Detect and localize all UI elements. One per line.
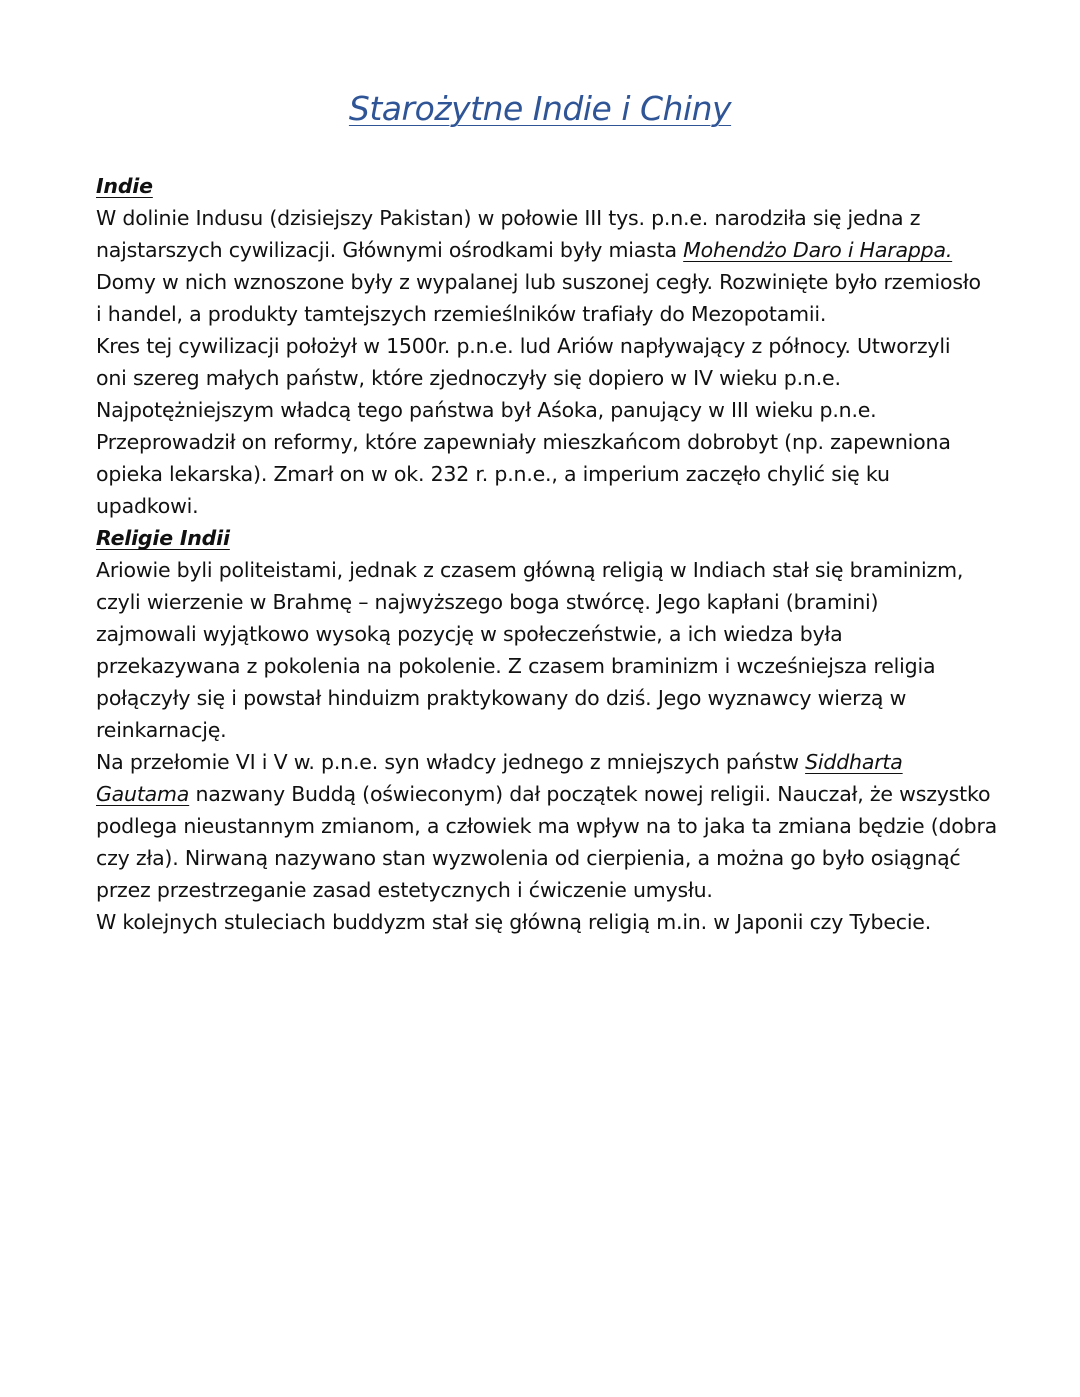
section-heading-religie xyxy=(96,522,1021,554)
paragraph-line: i handel, a produkty tamtejszych rzemieślników trafiały do Mezopotamii. xyxy=(96,302,827,326)
paragraph-line xyxy=(96,778,1021,810)
paragraph-line xyxy=(96,746,1021,778)
heading-religie-text: Religie Indii xyxy=(96,526,230,550)
paragraph-line: przez przestrzeganie zasad estetycznych i ćwiczenie umysłu. xyxy=(96,878,713,902)
text-run: nazwany Buddą (oświeconym) dał początek nowej religii. Nauczał, że wszystko xyxy=(189,782,991,806)
document-title xyxy=(0,86,1080,132)
gautama-underlined-text: Gautama xyxy=(96,782,190,806)
document-body xyxy=(96,170,1021,938)
section-heading-indie xyxy=(96,170,1021,202)
paragraph-line: Kres tej cywilizacji położył w 1500r. p.n.e. lud Ariów napływający z północy. Utworzyli xyxy=(96,334,951,358)
paragraph-line: opieka lekarska). Zmarł on w ok. 232 r. p.n.e., a imperium zaczęło chylić się ku xyxy=(96,462,890,486)
paragraph-line: połączyły się i powstał hinduizm praktykowany do dziś. Jego wyznawcy wierzą w xyxy=(96,686,907,710)
siddharta-underlined-text: Siddharta xyxy=(805,750,903,774)
paragraph-line: przekazywana z pokolenia na pokolenie. Z czasem braminizm i wcześniejsza religia xyxy=(96,654,936,678)
title-text: Starożytne Indie i Chiny xyxy=(348,89,732,128)
paragraph-line: Ariowie byli politeistami, jednak z czasem główną religią w Indiach stał się braminizm, xyxy=(96,558,964,582)
paragraph-line: reinkarnację. xyxy=(96,718,227,742)
paragraph-line: Najpotężniejszym władcą tego państwa był Aśoka, panujący w III wieku p.n.e. xyxy=(96,398,877,422)
paragraph-line: oni szereg małych państw, które zjednoczyły się dopiero w IV wieku p.n.e. xyxy=(96,366,841,390)
paragraph-line: czyli wierzenie w Brahmę – najwyższego boga stwórcę. Jego kapłani (bramini) xyxy=(96,590,879,614)
paragraph-line: czy zła). Nirwaną nazywano stan wyzwolenia od cierpienia, a można go było osiągnąć xyxy=(96,846,961,870)
cities-underlined-text: Mohendżo Daro i Harappa. xyxy=(683,238,953,262)
paragraph-line: W kolejnych stuleciach buddyzm stał się główną religią m.in. w Japonii czy Tybecie. xyxy=(96,910,932,934)
text-run: Na przełomie VI i V w. p.n.e. syn władcy jednego z mniejszych państw xyxy=(96,750,806,774)
paragraph-line: podlega nieustannym zmianom, a człowiek ma wpływ na to jaka ta zmiana będzie (dobra xyxy=(96,814,998,838)
paragraph-line: upadkowi. xyxy=(96,494,199,518)
paragraph-line: W dolinie Indusu (dzisiejszy Pakistan) w połowie III tys. p.n.e. narodziła się jedna z xyxy=(96,206,921,230)
paragraph-line xyxy=(96,234,1021,266)
paragraph-line: zajmowali wyjątkowo wysoką pozycję w społeczeństwie, a ich wiedza była xyxy=(96,622,843,646)
text-run: najstarszych cywilizacji. Głównymi ośrodkami były miasta xyxy=(96,238,684,262)
paragraph-line: Przeprowadził on reformy, które zapewniały mieszkańcom dobrobyt (np. zapewniona xyxy=(96,430,951,454)
paragraph-line: Domy w nich wznoszone były z wypalanej lub suszonej cegły. Rozwinięte było rzemiosło xyxy=(96,270,981,294)
heading-indie-text: Indie xyxy=(96,174,153,198)
